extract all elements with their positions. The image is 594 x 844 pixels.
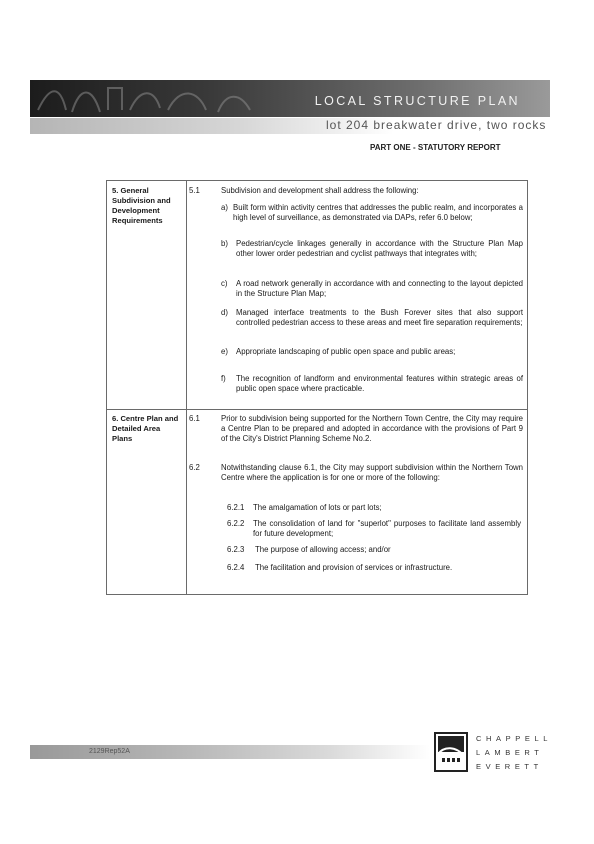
clause-number: 6.2 — [189, 463, 200, 472]
company-logo-icon — [434, 732, 468, 772]
item-marker: 6.2.4 — [227, 563, 245, 572]
clause-text: Subdivision and development shall address the following: — [221, 186, 419, 195]
clause-text: Notwithstanding clause 6.1, the City may support subdivision within the Northern Town Centre where the application is for one or more of the following: — [221, 463, 523, 483]
item-marker: e) — [221, 347, 228, 356]
header-banner — [30, 80, 550, 117]
item-marker: b) — [221, 239, 228, 248]
document-reference: 2129Rep52A — [89, 748, 130, 755]
item-text: The recognition of landform and environmental features within strategic areas of public open space where practicable. — [236, 374, 523, 394]
clause-number: 5.1 — [189, 186, 200, 195]
logo-text-line: CHAPPELL — [476, 734, 552, 743]
row-label-centre-plan: 6. Centre Plan and Detailed Area Plans — [112, 414, 179, 443]
item-marker: a) — [221, 203, 228, 212]
item-marker: d) — [221, 308, 228, 317]
item-text: Built form within activity centres that addresses the public realm, and incorporates a high level of surveillance, as demonstrated via DAPs, refer 6.0 below; — [233, 203, 523, 223]
item-text: The amalgamation of lots or part lots; — [253, 503, 382, 512]
item-marker: 6.2.2 — [227, 519, 245, 528]
column-divider — [186, 181, 187, 594]
item-text: The consolidation of land for "superlot" purposes to facilitate land assembly for future development; — [253, 519, 521, 539]
logo-text-line: EVERETT — [476, 762, 543, 771]
item-marker: 6.2.3 — [227, 545, 245, 554]
item-marker: c) — [221, 279, 228, 288]
item-text: A road network generally in accordance with and connecting to the layout depicted in the Structure Plan Map; — [236, 279, 523, 299]
banner-pattern-graphic — [30, 80, 290, 117]
document-title: LOCAL STRUCTURE PLAN — [314, 94, 520, 108]
row-divider — [107, 409, 527, 410]
logo-text-line: LAMBERT — [476, 748, 544, 757]
section-heading: PART ONE - STATUTORY REPORT — [370, 143, 501, 152]
document-subtitle: lot 204 breakwater drive, two rocks — [326, 118, 547, 132]
item-marker: f) — [221, 374, 226, 383]
item-text: Managed interface treatments to the Bush Forever sites that also support controlled pedestrian access to these areas and meet fire separation requirements; — [236, 308, 523, 328]
item-text: The facilitation and provision of services or infrastructure. — [255, 563, 453, 572]
item-marker: 6.2.1 — [227, 503, 245, 512]
item-text: Pedestrian/cycle linkages generally in accordance with the Structure Plan Map other lower order pedestrian and cyclist pathways that integrates with; — [236, 239, 523, 259]
requirements-table — [106, 180, 528, 595]
item-text: Appropriate landscaping of public open space and public areas; — [236, 347, 456, 356]
item-text: The purpose of allowing access; and/or — [255, 545, 391, 554]
clause-text: Prior to subdivision being supported for the Northern Town Centre, the City may require a Centre Plan to be prepared and adopted in accordance with the provisions of Part 9 of the City's District Planning Scheme No.2. — [221, 414, 523, 444]
clause-number: 6.1 — [189, 414, 200, 423]
row-label-general-requirements: 5. General Subdivision and Development Requirements — [112, 186, 171, 225]
